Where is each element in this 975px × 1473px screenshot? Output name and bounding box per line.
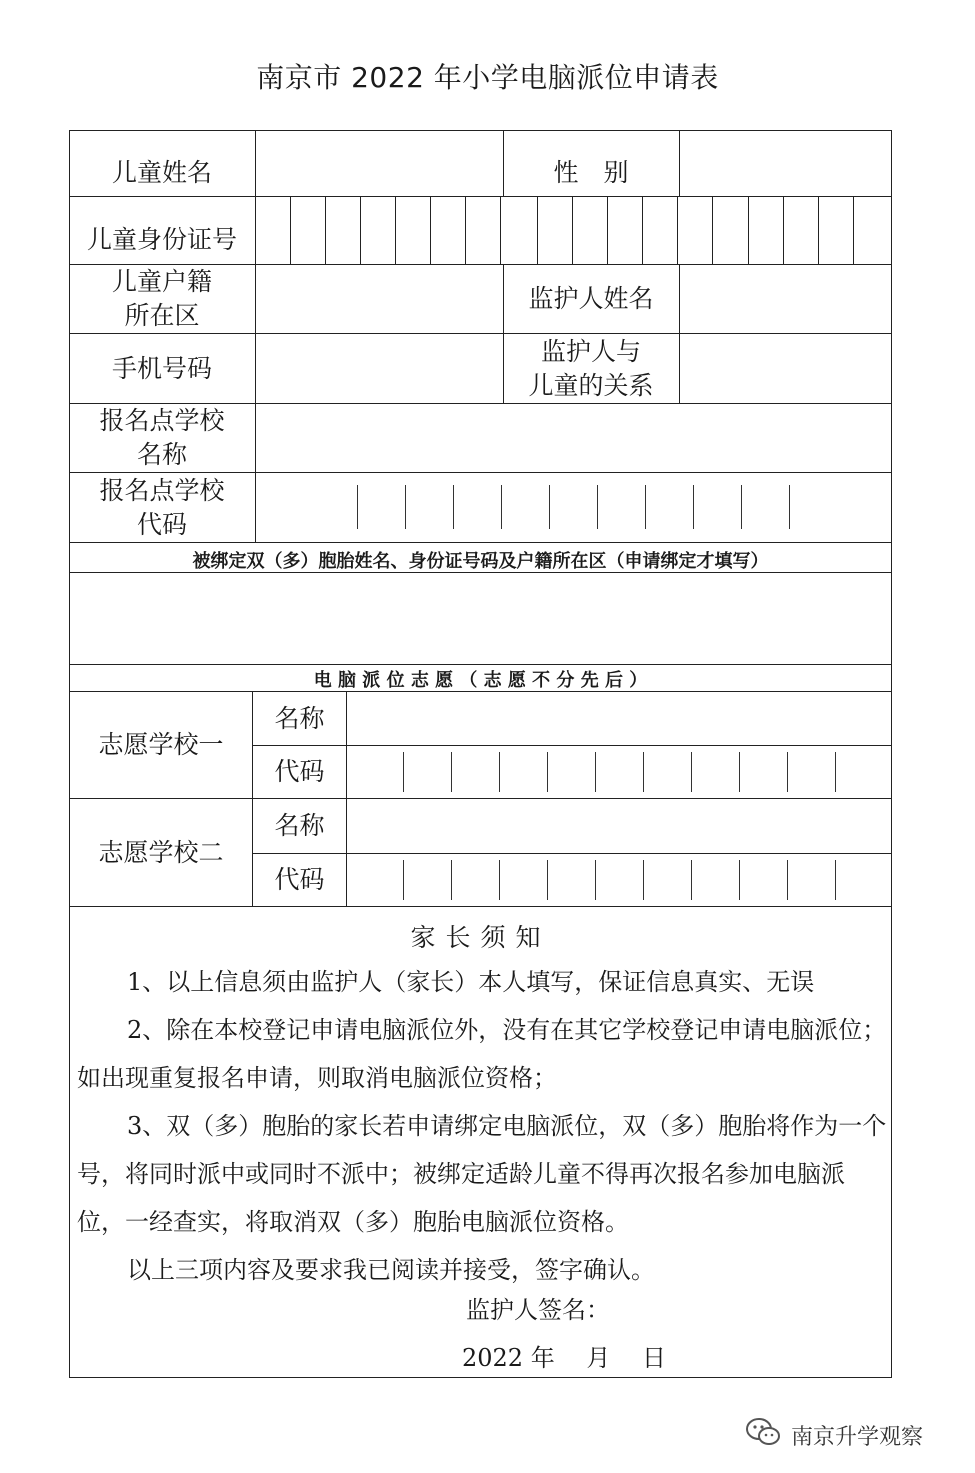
page-title: 南京市 2022 年小学电脑派位申请表: [256, 61, 719, 94]
twins-banner: 被绑定双（多）胞胎姓名、身份证号码及户籍所在区（申请绑定才填写）: [192, 551, 769, 572]
notice-item-1: 1、以上信息须由监护人（家长）本人填写，保证信息真实、无误: [127, 968, 815, 996]
phone-input[interactable]: [257, 335, 502, 402]
label-choice1-code: 代码: [274, 757, 325, 786]
id-digit-box[interactable]: [748, 196, 749, 264]
id-digit-box[interactable]: [500, 196, 501, 264]
row-divider: [69, 542, 892, 543]
school-code-input[interactable]: [257, 474, 891, 541]
label-child-name: 儿童姓名: [111, 158, 212, 187]
id-digit-box[interactable]: [712, 196, 713, 264]
id-digit-box[interactable]: [430, 196, 431, 264]
label-school-name: 报名点学校 名称: [99, 406, 225, 469]
label-guardian-name: 监护人姓名: [528, 284, 654, 313]
notice-title: 家长须知: [410, 923, 551, 952]
notice-confirm: 以上三项内容及要求我已阅读并接受，签字确认。: [127, 1256, 655, 1284]
id-digit-box[interactable]: [642, 196, 643, 264]
row-divider: [69, 906, 892, 907]
id-digit-box[interactable]: [607, 196, 608, 264]
choice1-code-input[interactable]: [348, 747, 891, 797]
child-name-input[interactable]: [257, 132, 502, 195]
label-choice2-code: 代码: [274, 865, 325, 894]
twins-info-input[interactable]: [71, 574, 891, 663]
watermark-text: 南京升学观察: [791, 1424, 924, 1450]
choice2-code-input[interactable]: [348, 855, 891, 905]
label-id-number: 儿童身份证号: [86, 225, 237, 254]
notice-item-3: 3、双（多）胞胎的家长若申请绑定电脑派位，双（多）胞胎将作为一个号，将同时派中或同时不派中；被绑定适龄儿童不得再次报名参加电脑派位，一经查实，将取消双（多）胞胎电脑派位资格。: [77, 1112, 887, 1236]
relation-input[interactable]: [681, 335, 891, 402]
choice-banner: 电 脑 派 位 志 愿 （ 志 愿 不 分 先 后 ）: [313, 670, 648, 691]
label-gender: 性 别: [553, 158, 629, 187]
household-district-input[interactable]: [257, 266, 502, 332]
notice-item-2: 2、除在本校登记申请电脑派位外，没有在其它学校登记申请电脑派位；如出现重复报名申请，则取消电脑派位资格；: [77, 1016, 887, 1092]
label-choice-2: 志愿学校二: [98, 837, 224, 867]
guardian-signature[interactable]: 监护人签名：: [466, 1296, 610, 1324]
choice2-name-input[interactable]: [348, 800, 891, 852]
id-digit-box[interactable]: [783, 196, 784, 264]
id-digit-box[interactable]: [465, 196, 466, 264]
id-digit-box[interactable]: [853, 196, 854, 264]
choice1-name-input[interactable]: [348, 693, 891, 744]
id-digit-box[interactable]: [572, 196, 573, 264]
id-digit-box[interactable]: [818, 196, 819, 264]
label-choice-1: 志愿学校一: [98, 730, 224, 759]
label-phone: 手机号码: [111, 353, 212, 383]
id-digit-box[interactable]: [290, 196, 291, 264]
label-choice2-name: 名称: [274, 811, 325, 840]
id-digit-box[interactable]: [537, 196, 538, 264]
id-digit-box[interactable]: [325, 196, 326, 264]
watermark: [745, 1418, 923, 1452]
label-household: 儿童户籍 所在区: [111, 267, 212, 330]
gender-input[interactable]: [681, 132, 891, 195]
id-digit-box[interactable]: [677, 196, 678, 264]
id-digit-box[interactable]: [395, 196, 396, 264]
label-choice1-name: 名称: [274, 703, 325, 733]
label-relation: 监护人与 儿童的关系: [528, 336, 654, 400]
guardian-name-input[interactable]: [681, 266, 891, 332]
id-digit-box[interactable]: [360, 196, 361, 264]
school-name-input[interactable]: [257, 405, 891, 471]
label-school-code: 报名点学校 代码: [99, 475, 225, 539]
wechat-icon: [745, 1417, 781, 1453]
signature-date: 2022 年 月 日: [462, 1344, 666, 1372]
